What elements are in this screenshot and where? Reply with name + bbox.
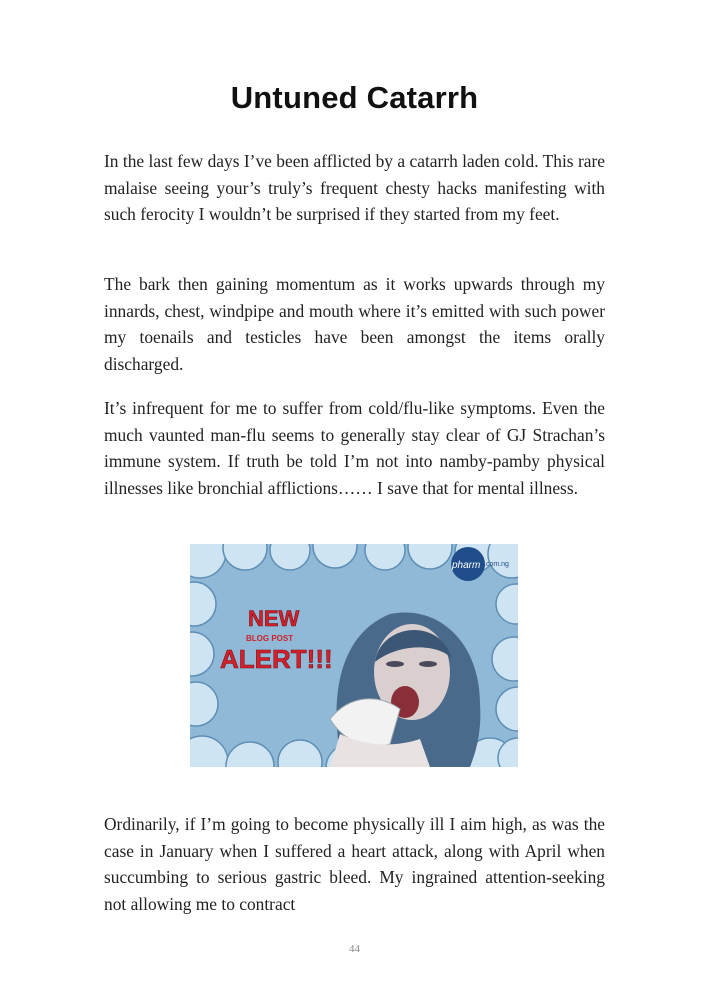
logo-text: pharm xyxy=(452,560,481,571)
page-number: 44 xyxy=(349,943,360,955)
headline-alert: ALERT!!! xyxy=(220,644,333,674)
sneezing-woman-illustration xyxy=(190,544,518,767)
headline-new: NEW xyxy=(248,606,300,631)
headline-blog-post: BLOG POST xyxy=(246,634,294,643)
logo-suffix: .com.ng xyxy=(484,561,509,568)
page-title: Untuned Catarrh xyxy=(230,80,479,115)
paragraph-3: It’s infrequent for me to suffer from cold/flu-like symptoms. Even the much vaunted man-flu seems to generally stay clear of GJ Strachan’s immune system. If truth be told I’m not into namby-pamby physical illnesses like bronchial afflictions…… I save that for mental illness. xyxy=(104,398,605,498)
blog-post-alert-image xyxy=(190,544,518,767)
paragraph-2: The bark then gaining momentum as it works upwards through my innards, chest, windpipe and mouth where it’s emitted with such power my toenails and testicles have been amongst the items orally discharged. xyxy=(104,274,605,374)
paragraph-1: In the last few days I’ve been afflicted by a catarrh laden cold. This rare malaise seeing your’s truly’s frequent chesty hacks manifesting with such ferocity I wouldn’t be surprised if they started from my feet. xyxy=(104,151,605,224)
paragraph-4: Ordinarily, if I’m going to become physically ill I aim high, as was the case in January when I suffered a heart attack, along with April when succumbing to serious gastric bleed. My ingrained attention-seeking not allowing me to contract xyxy=(104,814,605,914)
